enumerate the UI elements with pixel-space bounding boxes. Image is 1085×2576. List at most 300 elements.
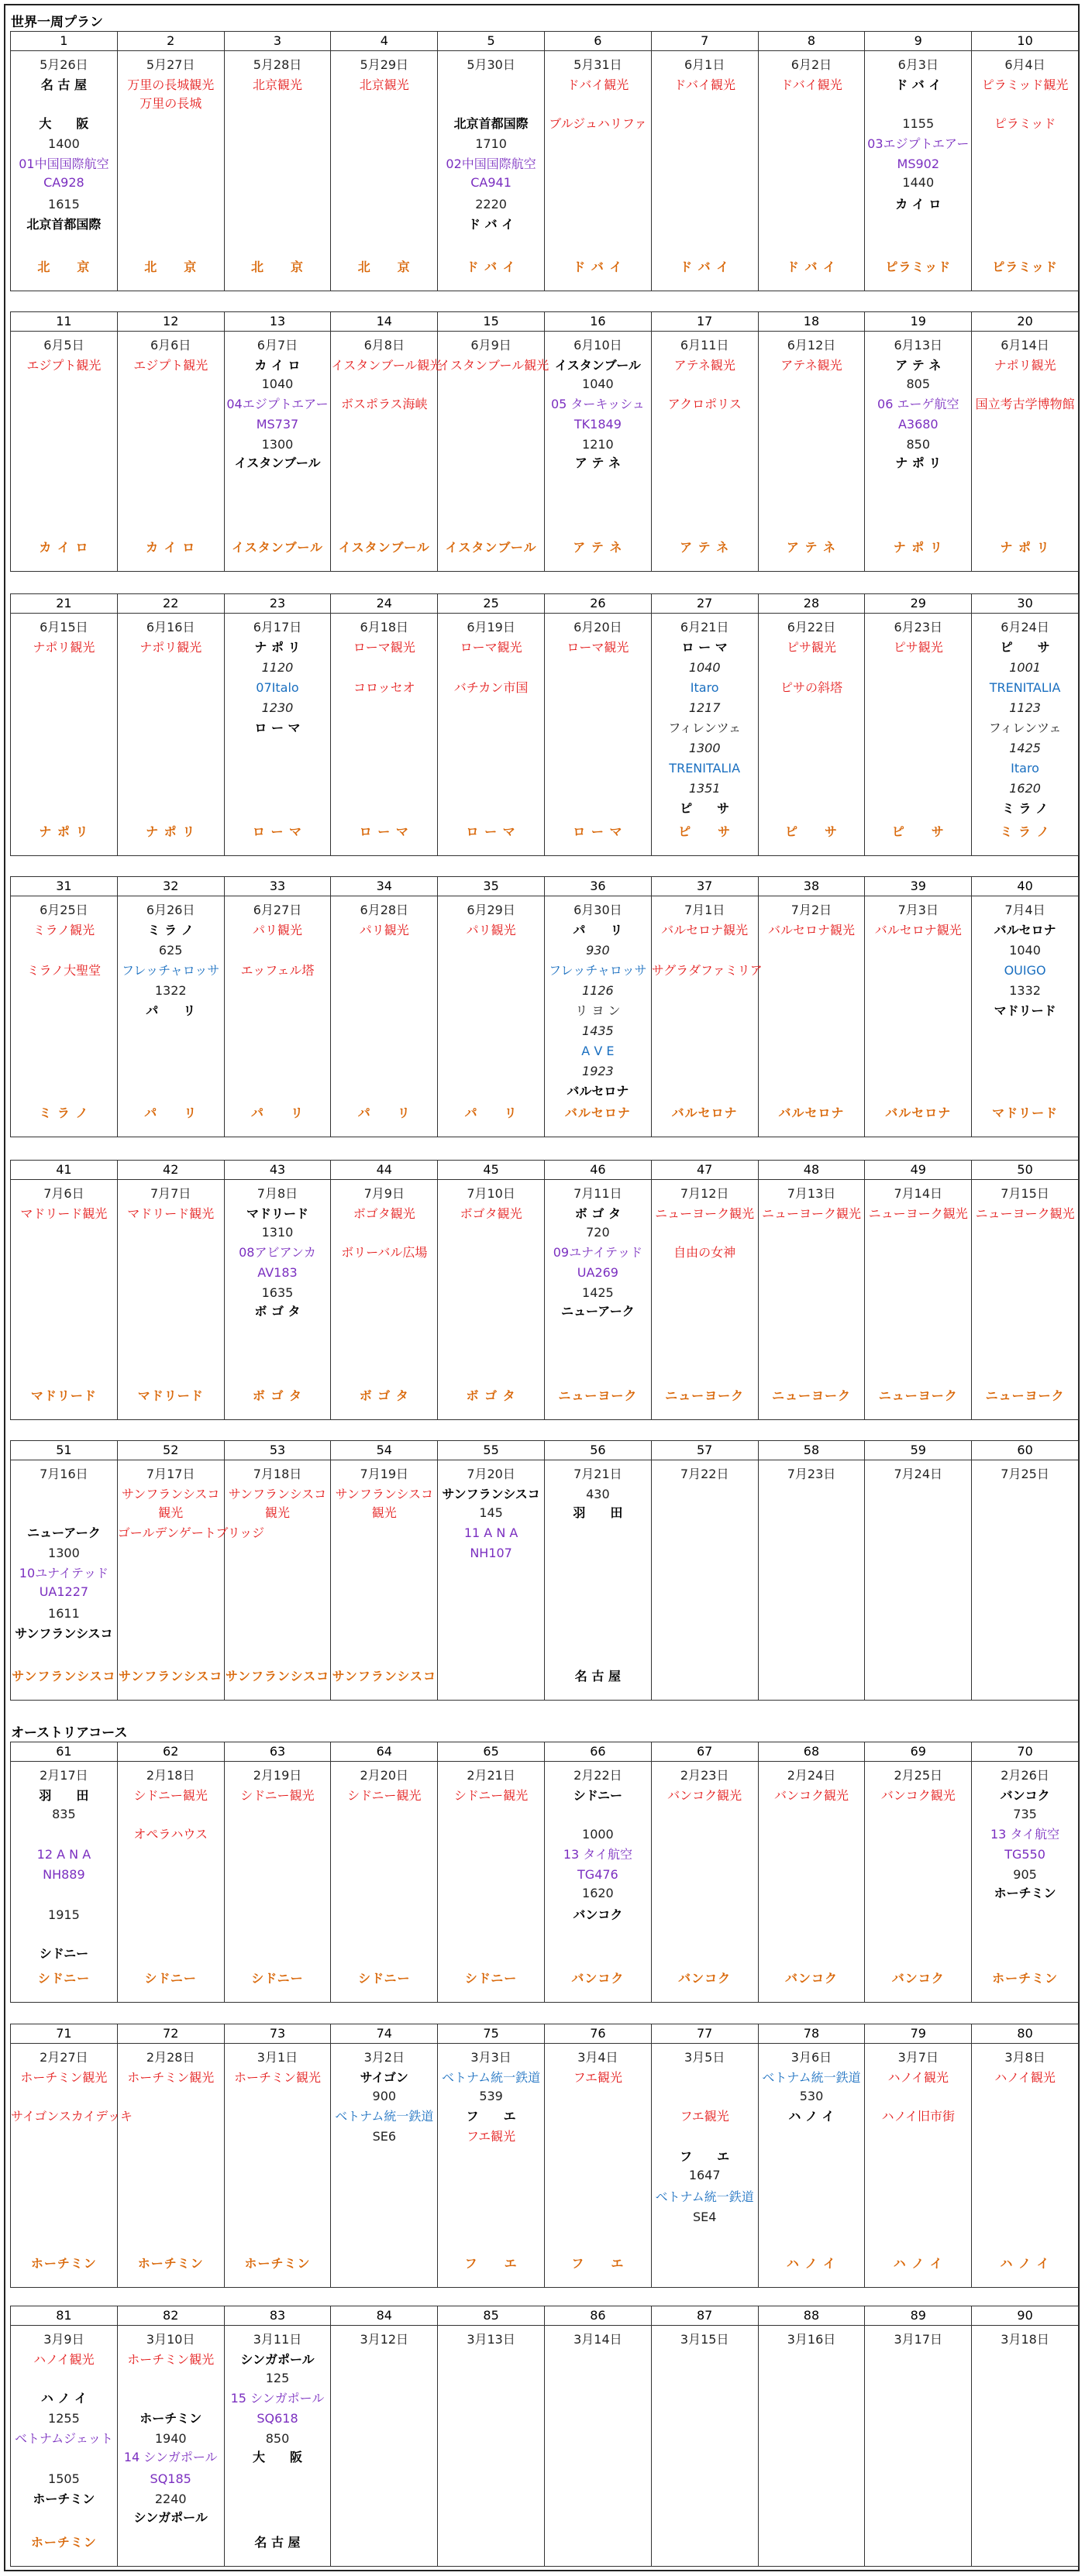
schedule-line: 13 タイ航空 (563, 1847, 632, 1862)
date-label: 7月6日 (43, 1186, 84, 1201)
day-number: 86 (545, 2306, 651, 2326)
schedule-line: 12 A N A (36, 1847, 91, 1862)
date-label: 7月7日 (150, 1186, 191, 1201)
day-cell (225, 1161, 332, 1420)
schedule-line: オペラハウス (133, 1827, 208, 1842)
schedule-line: パ リ (573, 923, 623, 937)
schedule-line: 06 エーゲ航空 (877, 397, 959, 411)
day-cell (865, 2024, 972, 2288)
schedule-line: UA269 (577, 1265, 618, 1280)
schedule-row-5 (10, 1160, 1079, 1420)
day-cell (118, 32, 225, 291)
day-number: 20 (972, 312, 1078, 332)
schedule-line: 1040 (1009, 943, 1041, 958)
schedule-line: バルセロナ (567, 1084, 629, 1099)
day-number: 63 (225, 1742, 331, 1762)
day-cell (118, 2306, 225, 2567)
day-number: 15 (438, 312, 544, 332)
schedule-line: ニューヨーク観光 (655, 1206, 755, 1221)
schedule-line: 1940 (154, 2431, 187, 2446)
schedule-line: 羽 田 (39, 1788, 89, 1803)
schedule-line: フレッチャロッサ (549, 963, 647, 978)
schedule-line: イスタンブール (554, 358, 641, 373)
stay-city-label: ド バ イ (573, 260, 623, 274)
schedule-line: ハ ノ イ (40, 2391, 87, 2406)
schedule-line: ゴールデンゲートブリッジ (117, 1525, 265, 1540)
day-number: 5 (438, 32, 544, 51)
day-number: 17 (652, 312, 758, 332)
schedule-line: 900 (372, 2089, 397, 2103)
stay-city-label: マドリード (30, 1388, 97, 1403)
day-number: 78 (759, 2024, 865, 2044)
date-label: 6月25日 (40, 903, 88, 917)
schedule-line: 850 (265, 2431, 290, 2446)
schedule-line: ハノイ観光 (994, 2070, 1056, 2085)
day-cell (652, 1742, 759, 2003)
day-number: 34 (331, 877, 437, 896)
schedule-line: 1710 (475, 136, 507, 151)
schedule-row-7 (10, 1742, 1079, 2003)
schedule-line: 北京観光 (252, 77, 302, 92)
day-number: 40 (972, 877, 1078, 896)
schedule-line: ニューアーク (27, 1525, 101, 1540)
day-number: 33 (225, 877, 331, 896)
schedule-line: カ イ ロ (895, 197, 942, 212)
schedule-line: パ リ (146, 1003, 196, 1018)
day-cell (972, 1441, 1079, 1701)
schedule-line: ボリーバル広場 (341, 1245, 428, 1260)
day-cell (438, 1161, 545, 1420)
schedule-line: 1647 (688, 2168, 721, 2182)
stay-city-label: ロ ー マ (359, 824, 409, 839)
schedule-line: ドバイ観光 (780, 77, 842, 92)
stay-city-label: バルセロナ (564, 1106, 631, 1120)
schedule-line: ホーチミン (140, 2411, 202, 2426)
stay-city-label: シドニー (144, 1971, 197, 1986)
day-number: 72 (118, 2024, 224, 2044)
stay-city-label: ナ ポ リ (146, 824, 196, 839)
date-label: 3月16日 (787, 2332, 836, 2347)
schedule-line: 1620 (1009, 781, 1041, 796)
stay-city-label: ハ ノ イ (786, 2256, 837, 2271)
stay-city-label: カ イ ロ (146, 540, 196, 555)
schedule-line: ピサ観光 (893, 640, 943, 655)
day-cell (438, 1742, 545, 2003)
schedule-line: シドニー観光 (347, 1788, 422, 1803)
date-label: 7月3日 (897, 903, 939, 917)
schedule-line: 07Italo (256, 680, 299, 695)
schedule-line: ローマ観光 (353, 640, 415, 655)
stay-city-label: ロ ー マ (252, 824, 303, 839)
schedule-line: 539 (479, 2089, 503, 2103)
day-number: 52 (118, 1441, 224, 1460)
schedule-line: ホーチミン (994, 1886, 1056, 1900)
schedule-line: 1620 (582, 1886, 614, 1900)
date-label: 2月22日 (574, 1768, 622, 1783)
day-number: 55 (438, 1441, 544, 1460)
schedule-line: 1635 (261, 1285, 294, 1300)
day-number: 4 (331, 32, 437, 51)
schedule-line: ナポリ観光 (33, 640, 95, 655)
schedule-line: 万里の長城 (140, 96, 202, 111)
day-number: 26 (545, 594, 651, 614)
date-label: 6月3日 (897, 57, 939, 72)
stay-city-label: ナ ポ リ (39, 824, 89, 839)
schedule-line: CA928 (43, 175, 84, 190)
schedule-line: ニューヨーク観光 (761, 1206, 861, 1221)
date-label: 3月12日 (360, 2332, 409, 2347)
date-label: 6月8日 (363, 338, 405, 353)
day-number: 54 (331, 1441, 437, 1460)
day-cell (865, 594, 972, 856)
schedule-line: コロッセオ (353, 680, 415, 695)
stay-city-label: フ エ (571, 2256, 625, 2271)
schedule-line: バルセロナ観光 (874, 923, 962, 937)
date-label: 6月1日 (684, 57, 725, 72)
schedule-line: フエ観光 (466, 2129, 516, 2144)
day-number: 73 (225, 2024, 331, 2044)
day-cell (11, 1161, 118, 1420)
day-cell (545, 2024, 652, 2288)
schedule-line: MS737 (256, 417, 299, 432)
schedule-line: 530 (799, 2089, 824, 2103)
day-cell (972, 594, 1079, 856)
day-number: 24 (331, 594, 437, 614)
date-label: 6月9日 (470, 338, 512, 353)
schedule-line: 850 (906, 437, 931, 452)
day-number: 19 (865, 312, 971, 332)
day-cell (118, 594, 225, 856)
day-number: 13 (225, 312, 331, 332)
date-label: 6月18日 (360, 620, 409, 635)
stay-city-label: バンコク (571, 1971, 625, 1986)
date-label: 6月2日 (790, 57, 832, 72)
schedule-line: バンコク観光 (880, 1788, 956, 1803)
date-label: 6月24日 (1001, 620, 1049, 635)
day-number: 39 (865, 877, 971, 896)
day-cell (11, 2306, 118, 2567)
stay-city-label: カ イ ロ (39, 540, 89, 555)
schedule-line: 1300 (261, 437, 294, 452)
stay-city-label: ボ ゴ タ (359, 1388, 409, 1403)
schedule-line: シドニー観光 (133, 1788, 208, 1803)
day-cell (118, 312, 225, 572)
schedule-line: サグラダファミリア (651, 963, 763, 978)
date-label: 3月11日 (253, 2332, 302, 2347)
day-cell (652, 2306, 759, 2567)
schedule-line: バンコク観光 (773, 1788, 849, 1803)
schedule-line: シドニー観光 (240, 1788, 315, 1803)
day-number: 36 (545, 877, 651, 896)
schedule-line: 観光 (264, 1505, 290, 1520)
day-cell (11, 594, 118, 856)
date-label: 5月29日 (360, 57, 409, 72)
date-label: 7月19日 (360, 1467, 409, 1481)
day-cell (438, 877, 545, 1137)
schedule-line: SQ185 (150, 2471, 191, 2486)
schedule-line: 1440 (902, 175, 935, 190)
date-label: 6月20日 (574, 620, 622, 635)
schedule-line: 930 (586, 943, 610, 958)
schedule-line: バルセロナ観光 (661, 923, 749, 937)
day-cell (545, 1161, 652, 1420)
schedule-row-8 (10, 2024, 1079, 2288)
schedule-line: TRENITALIA (989, 680, 1061, 695)
schedule-line: NH889 (43, 1867, 85, 1882)
date-label: 6月28日 (360, 903, 409, 917)
day-cell (225, 594, 332, 856)
schedule-line: 1425 (582, 1285, 614, 1300)
schedule-line: ホーチミン観光 (127, 2352, 215, 2367)
date-label: 3月3日 (470, 2050, 512, 2065)
day-number: 8 (759, 32, 865, 51)
day-cell (331, 1742, 438, 2003)
day-number: 1 (11, 32, 117, 51)
day-cell (11, 877, 118, 1137)
date-label: 2月21日 (467, 1768, 515, 1783)
day-number: 16 (545, 312, 651, 332)
day-number: 51 (11, 1441, 117, 1460)
schedule-line: ボゴタ観光 (353, 1206, 415, 1221)
schedule-line: 02中国国際航空 (446, 156, 536, 171)
day-cell (972, 32, 1079, 291)
schedule-line: NH107 (470, 1546, 512, 1560)
day-cell (865, 2306, 972, 2567)
schedule-line: ピラミッド観光 (981, 77, 1069, 92)
schedule-line: SE6 (372, 2129, 397, 2144)
date-label: 6月5日 (43, 338, 84, 353)
date-label: 7月13日 (787, 1186, 836, 1201)
day-cell (438, 1441, 545, 1701)
schedule-line: 1435 (582, 1023, 614, 1038)
schedule-line: イスタンブール観光 (438, 358, 549, 373)
schedule-line: サイゴン (360, 2070, 408, 2085)
date-label: 7月10日 (467, 1186, 515, 1201)
stay-city-label: ホーチミン (30, 2535, 97, 2550)
day-cell (331, 2024, 438, 2288)
schedule-line: ホーチミン観光 (20, 2070, 108, 2085)
date-label: 5月28日 (253, 57, 302, 72)
schedule-line: 観光 (371, 1505, 397, 1520)
stay-city-label: バルセロナ (671, 1106, 738, 1120)
stay-city-label: ロ ー マ (573, 824, 623, 839)
schedule-line: バルセロナ (994, 923, 1056, 937)
schedule-line: フエ観光 (573, 2070, 622, 2085)
day-number: 83 (225, 2306, 331, 2326)
schedule-line: AV183 (257, 1265, 298, 1280)
day-number: 10 (972, 32, 1078, 51)
schedule-line: ホーチミン観光 (127, 2070, 215, 2085)
schedule-line: ミラノ大聖堂 (26, 963, 102, 978)
schedule-line: ベトナム統一鉄道 (441, 2070, 541, 2085)
schedule-line: フエ観光 (680, 2109, 729, 2124)
day-number: 66 (545, 1742, 651, 1762)
day-cell (331, 32, 438, 291)
day-number: 84 (331, 2306, 437, 2326)
schedule-line: パリ観光 (252, 923, 302, 937)
schedule-line: 1210 (582, 437, 614, 452)
date-label: 3月9日 (43, 2332, 84, 2347)
stay-city-label: ニューヨーク (771, 1388, 851, 1403)
day-number: 6 (545, 32, 651, 51)
day-cell (972, 2306, 1079, 2567)
schedule-line: サンフランシスコ (335, 1487, 433, 1501)
day-number: 44 (331, 1161, 437, 1180)
schedule-line: ピサの斜塔 (780, 680, 842, 695)
schedule-line: エジプト観光 (133, 358, 208, 373)
schedule-line: ボ ゴ タ (574, 1206, 621, 1221)
day-number: 37 (652, 877, 758, 896)
day-number: 77 (652, 2024, 758, 2044)
schedule-line: 1923 (582, 1064, 614, 1078)
day-number: 60 (972, 1441, 1078, 1460)
day-number: 11 (11, 312, 117, 332)
date-label: 6月7日 (257, 338, 298, 353)
schedule-line: 1310 (261, 1225, 294, 1240)
schedule-line: SE4 (692, 2210, 717, 2224)
stay-city-label: 名 古 屋 (574, 1669, 621, 1684)
date-label: 2月19日 (253, 1768, 302, 1783)
stay-city-label: ア テ ネ (573, 540, 623, 555)
schedule-line: 1915 (48, 1907, 80, 1922)
date-label: 7月17日 (146, 1467, 195, 1481)
day-number: 61 (11, 1742, 117, 1762)
day-cell (331, 312, 443, 572)
day-number: 80 (972, 2024, 1078, 2044)
schedule-line: 羽 田 (573, 1505, 623, 1520)
day-cell (972, 877, 1079, 1137)
stay-city-label: ハ ノ イ (893, 2256, 943, 2271)
schedule-line: 11 A N A (463, 1525, 518, 1540)
schedule-line: 08アビアンカ (239, 1245, 316, 1260)
stay-city-label: シドニー (464, 1971, 518, 1986)
date-label: 7月4日 (1004, 903, 1045, 917)
stay-city-label: イスタンブール (445, 540, 537, 555)
schedule-line: ア テ ネ (895, 358, 942, 373)
stay-city-label: バンコク (891, 1971, 945, 1986)
date-label: 3月8日 (1004, 2050, 1045, 2065)
schedule-line: 自由の女神 (673, 1245, 736, 1260)
day-number: 32 (118, 877, 224, 896)
date-label: 2月23日 (680, 1768, 729, 1783)
schedule-line: エッフェル塔 (240, 963, 315, 978)
day-cell (972, 2024, 1079, 2288)
date-label: 5月31日 (574, 57, 622, 72)
schedule-line: ピサ観光 (786, 640, 836, 655)
date-label: 7月23日 (787, 1467, 836, 1481)
schedule-line: 北京観光 (359, 77, 409, 92)
stay-city-label: バルセロナ (885, 1106, 952, 1120)
schedule-line: MS902 (897, 156, 940, 171)
day-number: 75 (438, 2024, 544, 2044)
schedule-line: 1040 (582, 377, 614, 391)
day-cell (11, 2024, 133, 2288)
day-cell (865, 312, 972, 572)
schedule-line: アテネ観光 (780, 358, 842, 373)
schedule-line: 1300 (688, 741, 721, 755)
date-label: 6月11日 (680, 338, 729, 353)
schedule-row-4 (10, 876, 1079, 1137)
day-number: 14 (331, 312, 437, 332)
schedule-line: 2220 (475, 197, 507, 212)
schedule-line: ベトナム統一鉄道 (335, 2109, 434, 2124)
stay-city-label: ナ ポ リ (1000, 540, 1050, 555)
stay-city-label: ロ ー マ (466, 824, 516, 839)
schedule-line: マドリード観光 (127, 1206, 215, 1221)
stay-city-label: 名 古 屋 (254, 2535, 301, 2550)
schedule-line: 05 ターキッシュ (550, 397, 645, 411)
schedule-line: Itaro (690, 680, 719, 695)
stay-city-label: ド バ イ (680, 260, 730, 274)
date-label: 7月2日 (790, 903, 832, 917)
stay-city-label: シドニー (37, 1971, 91, 1986)
day-cell (759, 2306, 866, 2567)
date-label: 5月27日 (146, 57, 195, 72)
schedule-line: イスタンブール (234, 456, 321, 470)
stay-city-label: ニューヨーク (665, 1388, 745, 1403)
stay-city-label: 北 京 (37, 260, 91, 274)
stay-city-label: ピラミッド (992, 260, 1058, 274)
schedule-line: マドリード (246, 1206, 308, 1221)
day-cell (225, 1441, 332, 1701)
schedule-line: ピ サ (1000, 640, 1050, 655)
day-cell (972, 312, 1079, 572)
day-number: 65 (438, 1742, 544, 1762)
date-label: 3月18日 (1001, 2332, 1049, 2347)
stay-city-label: ニューヨーク (558, 1388, 638, 1403)
day-cell (865, 1742, 972, 2003)
schedule-line: UA1227 (39, 1584, 89, 1599)
stay-city-label: フ エ (464, 2256, 518, 2271)
stay-city-label: ハ ノ イ (1000, 2256, 1050, 2271)
schedule-line: 1120 (261, 660, 294, 675)
day-number: 3 (225, 32, 331, 51)
schedule-line: 145 (479, 1505, 503, 1520)
schedule-line: ボスポラス海峡 (341, 397, 428, 411)
schedule-line: 1126 (582, 983, 614, 998)
schedule-row-2 (10, 311, 1079, 572)
day-number: 79 (865, 2024, 971, 2044)
date-label: 2月27日 (40, 2050, 88, 2065)
day-cell (652, 2024, 759, 2288)
schedule-row-9 (10, 2306, 1079, 2567)
schedule-line: ベトナム統一鉄道 (655, 2189, 754, 2204)
schedule-line: パリ観光 (466, 923, 516, 937)
day-number: 28 (759, 594, 865, 614)
schedule-line: TG476 (577, 1867, 618, 1882)
schedule-line: パリ観光 (359, 923, 409, 937)
date-label: 3月10日 (146, 2332, 195, 2347)
day-cell (331, 1441, 438, 1701)
date-label: 6月29日 (467, 903, 515, 917)
schedule-line: 1001 (1009, 660, 1041, 675)
day-number: 38 (759, 877, 865, 896)
schedule-line: バルセロナ観光 (767, 923, 855, 937)
day-cell (972, 1161, 1079, 1420)
schedule-line: ナポリ観光 (140, 640, 202, 655)
stay-city-label: イスタンブール (338, 540, 430, 555)
date-label: 6月6日 (150, 338, 191, 353)
day-cell (11, 1441, 118, 1701)
date-label: 2月20日 (360, 1768, 409, 1783)
schedule-line: フ エ (680, 2149, 730, 2164)
stay-city-label: ド バ イ (466, 260, 516, 274)
day-number: 2 (118, 32, 224, 51)
date-label: 6月10日 (574, 338, 622, 353)
date-label: 2月24日 (787, 1768, 836, 1783)
day-cell (438, 312, 549, 572)
schedule-line: 1332 (1009, 983, 1041, 998)
